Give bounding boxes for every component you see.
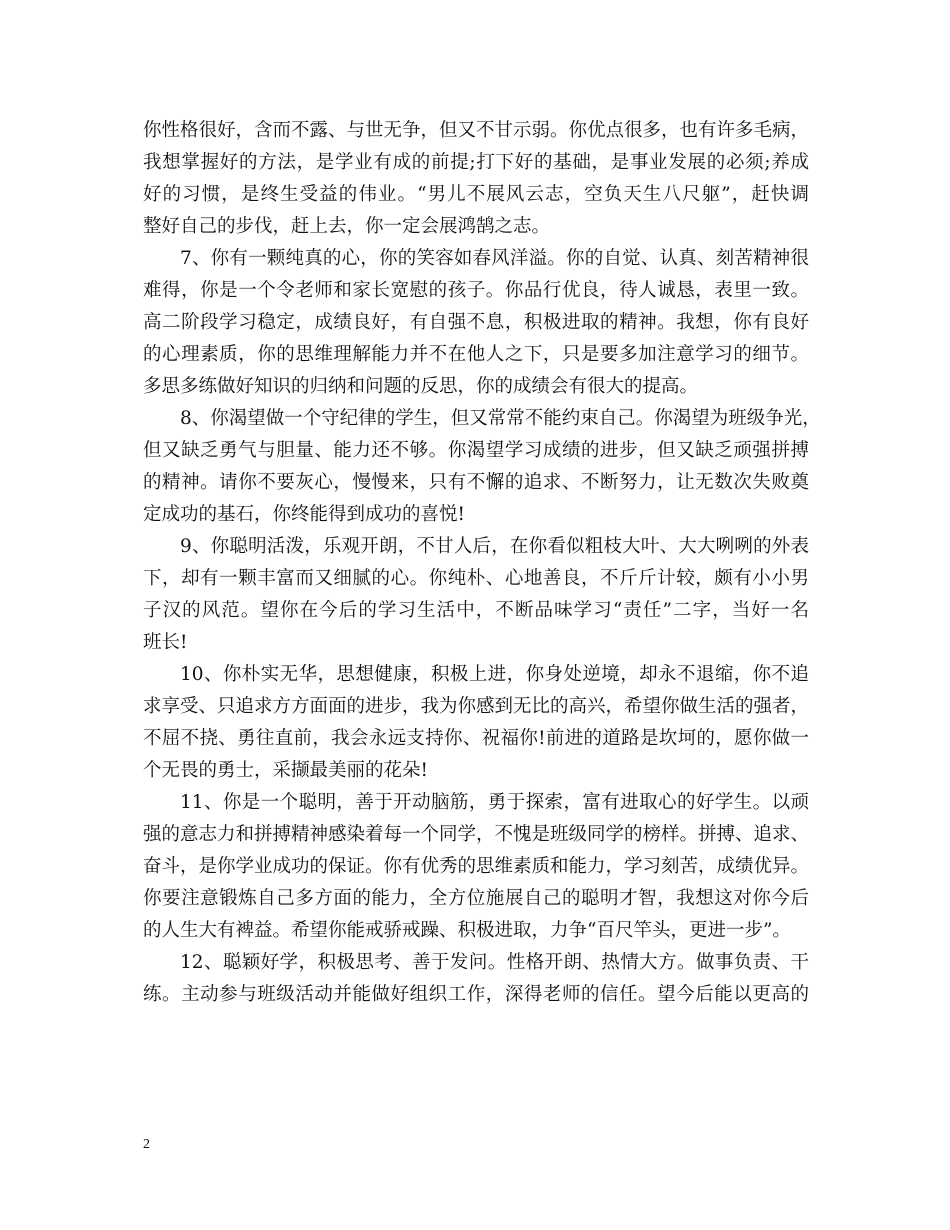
text-line: 好的习惯，是终生受益的伟业。“男儿不展风云志，空负天生八尺躯”，赶快调 bbox=[143, 184, 809, 205]
text-line: 的心理素质，你的思维理解能力并不在他人之下，只是要多加注意学习的细节。 bbox=[143, 344, 809, 365]
document-body bbox=[143, 115, 821, 1011]
text-line: 多思多练做好知识的归纳和问题的反思，你的成绩会有很大的提高。 bbox=[143, 376, 699, 397]
paragraph-7 bbox=[143, 243, 809, 403]
page-number: 2 bbox=[143, 1137, 150, 1152]
text-line: 的人生大有裨益。希望你能戒骄戒躁、积极进取，力争“百尺竿头，更进一步”。 bbox=[143, 920, 791, 941]
text-line: 不屈不挠、勇往直前，我会永远支持你、祝福你!前进的道路是坎坷的，愿你做一 bbox=[143, 728, 809, 749]
text-line: 9、你聪明活泼，乐观开朗，不甘人后，在你看似粗枝大叶、大大咧咧的外表 bbox=[180, 536, 809, 557]
text-line: 你要注意锻炼自己多方面的能力，全方位施展自己的聪明才智，我想这对你今后 bbox=[143, 888, 809, 909]
text-line: 的精神。请你不要灰心，慢慢来，只有不懈的追求、不断努力，让无数次失败奠 bbox=[143, 472, 809, 493]
text-line: 11、你是一个聪明，善于开动脑筋，勇于探索，富有进取心的好学生。以顽 bbox=[180, 792, 809, 813]
text-line: 个无畏的勇士，采撷最美丽的花朵! bbox=[143, 760, 428, 781]
paragraph-8 bbox=[143, 403, 821, 531]
text-line: 8、你渴望做一个守纪律的学生，但又常常不能约束自己。你渴望为班级争光， bbox=[180, 408, 821, 429]
text-line: 你性格很好，含而不露、与世无争，但又不甘示弱。你优点很多，也有许多毛病， bbox=[143, 120, 810, 141]
text-line: 高二阶段学习稳定，成绩良好，有自强不息，积极进取的精神。我想，你有良好 bbox=[143, 312, 809, 333]
text-line: 定成功的基石，你终能得到成功的喜悦! bbox=[143, 504, 465, 525]
text-line: 我想掌握好的方法，是学业有成的前提;打下好的基础，是事业发展的必须;养成 bbox=[143, 152, 809, 173]
text-line: 子汉的风范。望你在今后的学习生活中，不断品味学习“责任”二字，当好一名 bbox=[143, 600, 809, 621]
text-line: 班长! bbox=[143, 632, 188, 653]
text-line: 奋斗，是你学业成功的保证。你有优秀的思维素质和能力，学习刻苦，成绩优异。 bbox=[143, 856, 810, 877]
text-line: 强的意志力和拼搏精神感染着每一个同学，不愧是班级同学的榜样。拼搏、追求、 bbox=[143, 824, 810, 845]
text-line: 难得，你是一个令老师和家长宽慰的孩子。你品行优良，待人诚恳，表里一致。 bbox=[143, 280, 809, 301]
text-line: 7、你有一颗纯真的心，你的笑容如春风洋溢。你的自觉、认真、刻苦精神很 bbox=[180, 248, 809, 269]
paragraph-continuation bbox=[143, 115, 809, 243]
text-line: 但又缺乏勇气与胆量、能力还不够。你渴望学习成绩的进步，但又缺乏顽强拼搏 bbox=[143, 440, 809, 461]
text-line: 求享受、只追求方方面面的进步，我为你感到无比的高兴，希望你做生活的强者， bbox=[143, 696, 810, 717]
text-line: 练。主动参与班级活动并能做好组织工作，深得老师的信任。望今后能以更高的 bbox=[143, 984, 809, 1005]
text-line: 10、你朴实无华，思想健康，积极上进，你身处逆境，却永不退缩，你不追 bbox=[180, 664, 809, 685]
paragraph-12 bbox=[143, 947, 809, 1011]
text-line: 下，却有一颗丰富而又细腻的心。你纯朴、心地善良，不斤斤计较，颇有小小男 bbox=[143, 568, 809, 589]
paragraph-9 bbox=[143, 531, 809, 659]
paragraph-10 bbox=[143, 659, 809, 787]
text-line: 12、聪颖好学，积极思考、善于发问。性格开朗、热情大方。做事负责、干 bbox=[180, 952, 809, 973]
text-line: 整好自己的步伐，赶上去，你一定会展鸿鹄之志。 bbox=[143, 216, 551, 237]
paragraph-11 bbox=[143, 787, 809, 947]
